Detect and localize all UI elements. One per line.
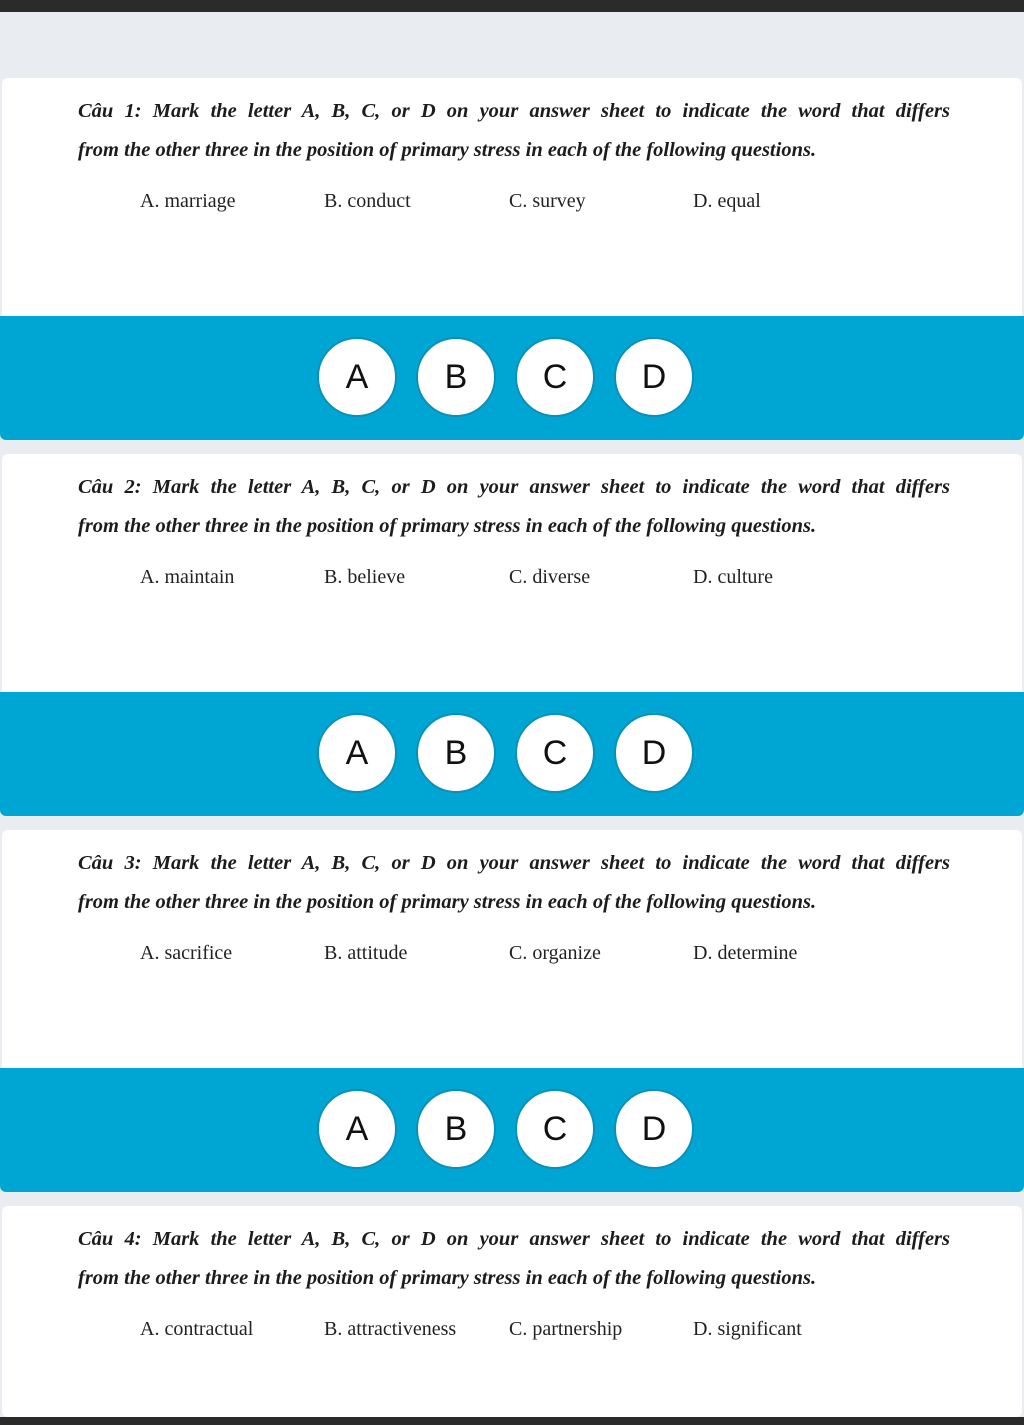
answer-button-b[interactable]: B — [416, 337, 496, 417]
question-line-2: from the other three in the position of primary stress in each of the following questions. — [78, 891, 817, 913]
option-b: B. attitude — [324, 942, 408, 964]
answer-button-d[interactable]: D — [614, 337, 694, 417]
question-text — [78, 1220, 950, 1298]
navigation-bar — [0, 1417, 1024, 1425]
answer-button-d[interactable]: D — [614, 713, 694, 793]
answer-button-c[interactable]: C — [515, 1089, 595, 1169]
question-card-4 — [2, 1206, 1022, 1417]
option-d: D. determine — [693, 942, 798, 964]
option-d: D. equal — [693, 190, 761, 212]
answer-button-b[interactable]: B — [416, 713, 496, 793]
answer-button-a[interactable]: A — [317, 337, 397, 417]
answer-button-d[interactable]: D — [614, 1089, 694, 1169]
option-b: B. attractiveness — [324, 1318, 457, 1340]
question-text — [78, 844, 950, 922]
option-a: A. contractual — [140, 1318, 254, 1340]
option-a: A. marriage — [140, 190, 236, 212]
question-card-1 — [2, 78, 1022, 440]
answer-band — [0, 692, 1024, 816]
question-line-2: from the other three in the position of primary stress in each of the following questions. — [78, 1267, 817, 1289]
option-c: C. diverse — [509, 566, 591, 588]
answer-button-a[interactable]: A — [317, 713, 397, 793]
option-list — [2, 1318, 1022, 1348]
answer-button-a[interactable]: A — [317, 1089, 397, 1169]
option-d: D. significant — [693, 1318, 802, 1340]
question-card-2 — [2, 454, 1022, 816]
option-c: C. partnership — [509, 1318, 623, 1340]
answer-button-b[interactable]: B — [416, 1089, 496, 1169]
question-card-3 — [2, 830, 1022, 1192]
question-number: Câu 4: — [78, 1228, 142, 1250]
option-d: D. culture — [693, 566, 773, 588]
answer-band — [0, 316, 1024, 440]
answer-button-c[interactable]: C — [515, 713, 595, 793]
question-line-2: from the other three in the position of primary stress in each of the following questions. — [78, 139, 817, 161]
option-list — [2, 566, 1022, 596]
option-list — [2, 942, 1022, 972]
option-a: A. maintain — [140, 566, 235, 588]
option-b: B. conduct — [324, 190, 411, 212]
question-line-1: Mark the letter A, B, C, or D on your answer sheet to indicate the word that differs — [152, 100, 950, 122]
question-text — [78, 92, 950, 170]
question-number: Câu 3: — [78, 852, 142, 874]
question-number: Câu 2: — [78, 476, 142, 498]
option-a: A. sacrifice — [140, 942, 233, 964]
option-list — [2, 190, 1022, 220]
question-line-1: Mark the letter A, B, C, or D on your answer sheet to indicate the word that differs — [152, 1228, 950, 1250]
question-line-2: from the other three in the position of primary stress in each of the following questions. — [78, 515, 817, 537]
answer-band — [0, 1068, 1024, 1192]
answer-button-c[interactable]: C — [515, 337, 595, 417]
option-c: C. survey — [509, 190, 586, 212]
option-b: B. believe — [324, 566, 406, 588]
status-bar — [0, 0, 1024, 12]
question-line-1: Mark the letter A, B, C, or D on your answer sheet to indicate the word that differs — [152, 852, 950, 874]
option-c: C. organize — [509, 942, 601, 964]
question-number: Câu 1: — [78, 100, 142, 122]
question-line-1: Mark the letter A, B, C, or D on your answer sheet to indicate the word that differs — [152, 476, 950, 498]
question-text — [78, 468, 950, 546]
